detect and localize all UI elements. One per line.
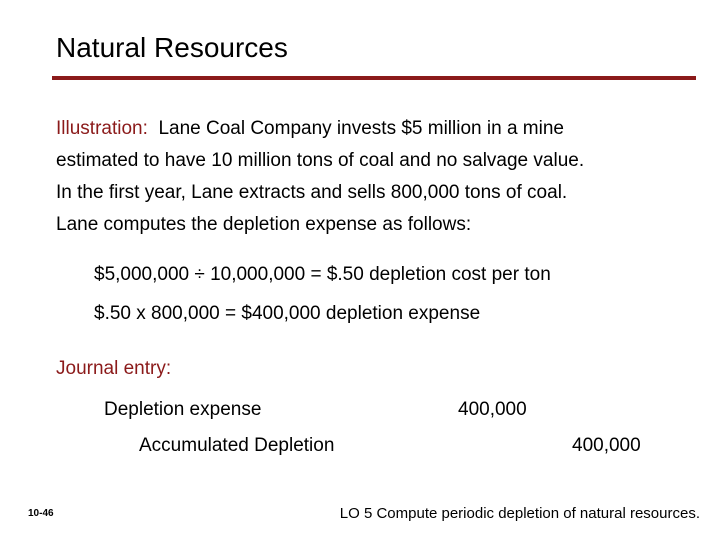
slide-number: 10-46 [28, 508, 54, 519]
title-divider [52, 76, 696, 80]
credit-account: Accumulated Depletion [139, 435, 335, 456]
illustration-label: Illustration: [56, 118, 148, 139]
learning-objective: LO 5 Compute periodic depletion of natural resources. [339, 505, 700, 522]
slide-title: Natural Resources [56, 32, 288, 63]
illustration-line-4: Lane computes the depletion expense as follows: [56, 214, 472, 235]
illustration-line-3: In the first year, Lane extracts and sells 800,000 tons of coal. [56, 182, 568, 203]
illustration-text-1: Lane Coal Company invests $5 million in a mine [158, 118, 564, 139]
journal-entry-heading: Journal entry: [56, 358, 172, 379]
illustration-line-1 [56, 113, 696, 145]
debit-amount: 400,000 [458, 399, 527, 420]
depletion-expense-calculation: $.50 x 800,000 = $400,000 depletion expense [94, 303, 481, 324]
depletion-rate-calculation: $5,000,000 ÷ 10,000,000 = $.50 depletion cost per ton [94, 264, 551, 285]
illustration-paragraph [56, 113, 696, 241]
credit-amount: 400,000 [572, 435, 641, 456]
debit-account: Depletion expense [104, 399, 262, 420]
illustration-line-2: estimated to have 10 million tons of coal and no salvage value. [56, 150, 585, 171]
